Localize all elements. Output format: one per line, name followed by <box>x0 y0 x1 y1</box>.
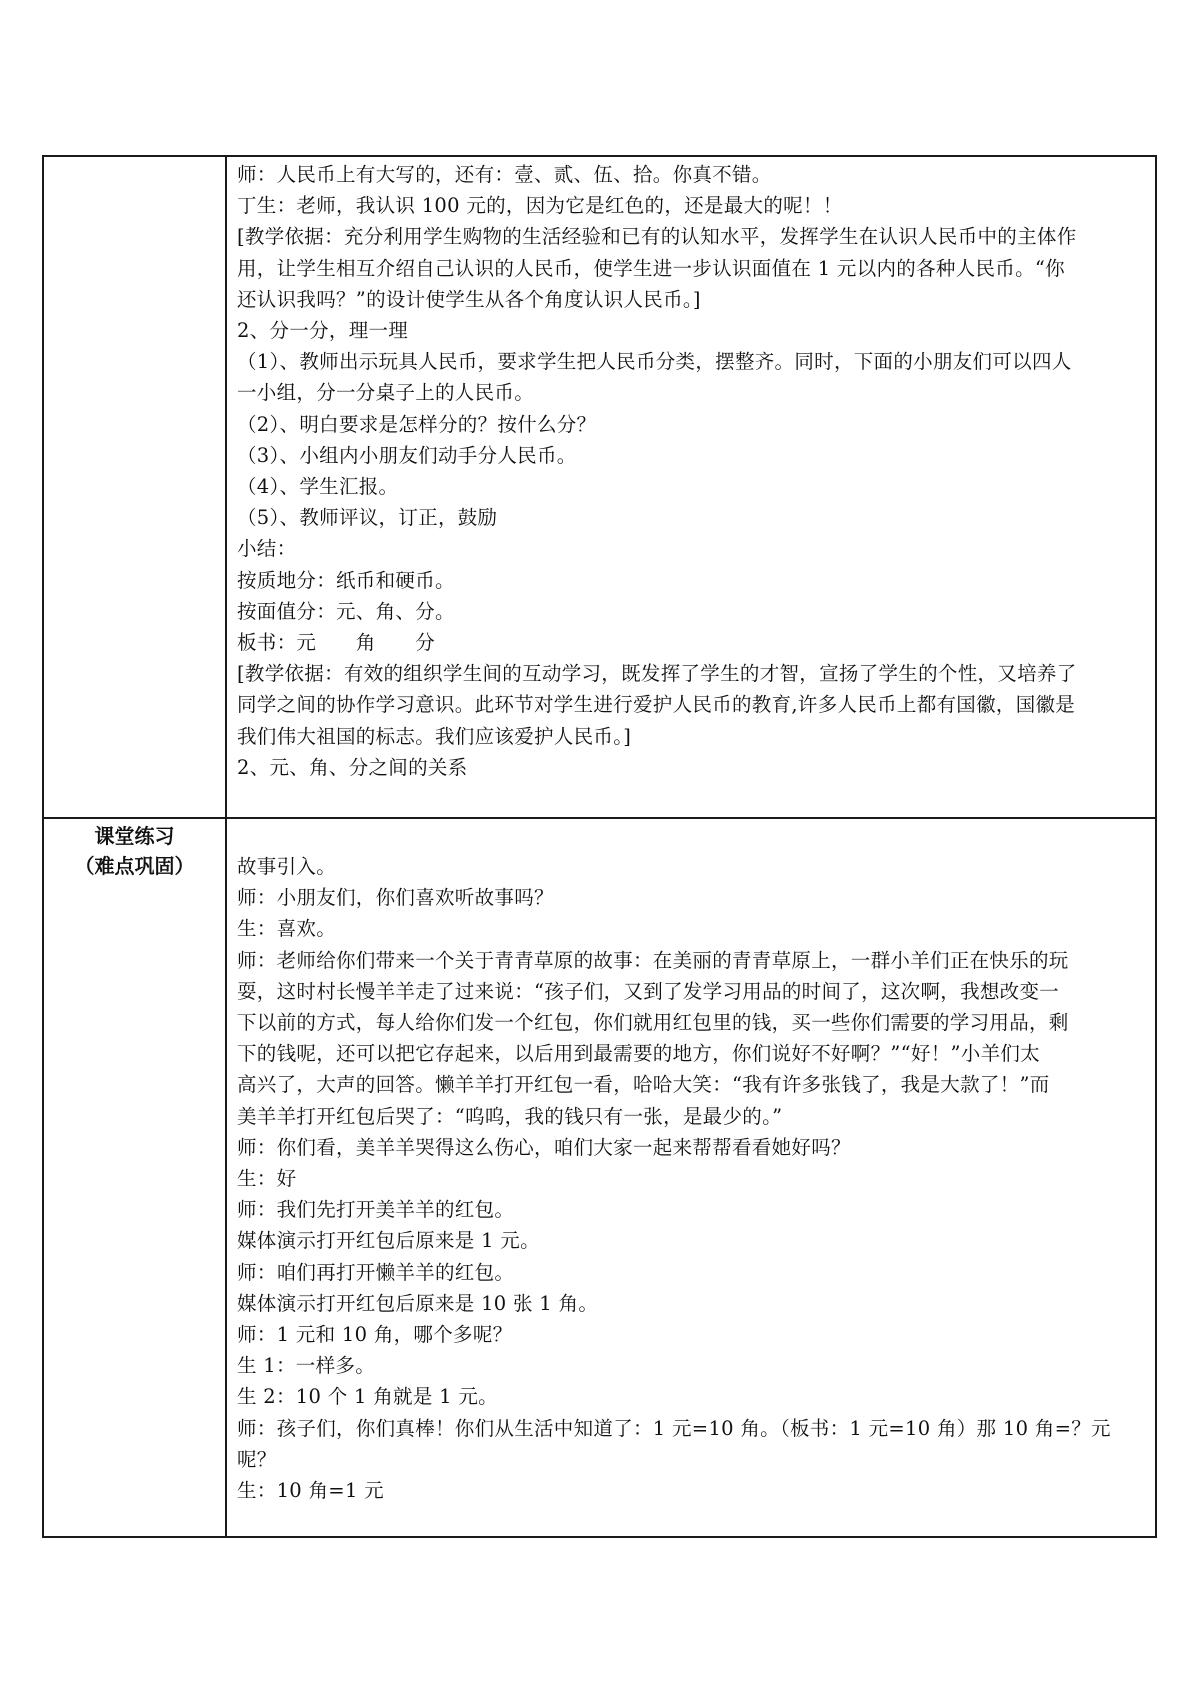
text-line: 美羊羊打开红包后哭了：“呜呜，我的钱只有一张，是最少的。” <box>237 1104 783 1128</box>
text-line: 2、元、角、分之间的关系 <box>237 755 468 779</box>
text-line: 丁生：老师，我认识 100 元的，因为它是红色的，还是最大的呢！！ <box>237 194 843 218</box>
text-line: 我们伟大祖国的标志。我们应该爱护人民币。] <box>237 724 632 748</box>
text-line: 媒体演示打开红包后原来是 10 张 1 角。 <box>237 1291 599 1315</box>
text-line: 师：我们先打开美羊羊的红包。 <box>237 1198 515 1222</box>
row-content-cell <box>226 156 1156 818</box>
text-line: 媒体演示打开红包后原来是 1 元。 <box>237 1229 540 1253</box>
text-line: 师：孩子们，你们真棒！你们从生活中知道了：1 元=10 角。（板书：1 元=10 角）那 10 角=？元 <box>237 1416 1111 1440</box>
text-line: 故事引入。 <box>237 855 337 878</box>
text-line: 2、分一分，理一理 <box>237 319 409 343</box>
section-label: 课堂练习 <box>94 824 175 848</box>
text-line: 高兴了，大声的回答。懒羊羊打开红包一看，哈哈大笑：“我有许多张钱了，我是大款了！”而 <box>237 1073 1050 1097</box>
text-line: 板书：元 角 分 <box>237 631 436 655</box>
table-row <box>43 818 1156 1537</box>
text-line: 还认识我吗？”的设计使学生从各个角度认识人民币。] <box>237 287 701 311</box>
section-sublabel: （难点巩固） <box>74 854 195 878</box>
text-line: 耍，这时村长慢羊羊走了过来说：“孩子们，又到了发学习用品的时间了，这次啊，我想改变一 <box>237 979 1060 1003</box>
text-line: 生：好 <box>237 1167 297 1191</box>
text-line: （3）、小组内小朋友们动手分人民币。 <box>237 443 577 467</box>
lesson-plan-table <box>42 155 1157 1538</box>
text-line: 师：老师给你们带来一个关于青青草原的故事：在美丽的青青草原上，一群小羊们正在快乐的玩 <box>237 948 1069 972</box>
text-line: 师：人民币上有大写的，还有：壹、贰、伍、拾。你真不错。 <box>237 163 772 186</box>
text-line: 用，让学生相互介绍自己认识的人民币，使学生进一步认识面值在 1 元以内的各种人民币。“你 <box>237 256 1065 280</box>
text-line: （2）、明白要求是怎样分的？按什么分？ <box>237 412 597 436</box>
row-label-cell <box>43 818 226 1537</box>
text-line: [教学依据：有效的组织学生间的互动学习，既发挥了学生的才智，宣扬了学生的个性，又培养了 <box>237 662 1077 686</box>
text-line: （4）、学生汇报。 <box>237 475 399 499</box>
table-row <box>43 156 1156 818</box>
text-line: [教学依据：充分利用学生购物的生活经验和已有的认知水平，发挥学生在认识人民币中的主体作 <box>237 225 1077 249</box>
text-line: 生：10 角=1 元 <box>237 1479 384 1503</box>
text-line: 师：你们看，美羊羊哭得这么伤心，咱们大家一起来帮帮看看她好吗？ <box>237 1135 851 1159</box>
text-line: 小结： <box>237 537 297 561</box>
text-line: 同学之间的协作学习意识。此环节对学生进行爱护人民币的教育,许多人民币上都有国徽，国徽是 <box>237 693 1076 717</box>
text-line: 下的钱呢，还可以把它存起来，以后用到最需要的地方，你们说好不好啊？”“好！”小羊们太 <box>237 1042 1041 1066</box>
text-line: （1）、教师出示玩具人民币，要求学生把人民币分类，摆整齐。同时，下面的小朋友们可以四人 <box>237 350 1072 374</box>
text-line: 师：咱们再打开懒羊羊的红包。 <box>237 1260 515 1284</box>
text-line: 呢？ <box>237 1447 277 1471</box>
text-line: 生：喜欢。 <box>237 917 337 941</box>
row-content-cell <box>226 818 1156 1537</box>
text-line: 下以前的方式，每人给你们发一个红包，你们就用红包里的钱，买一些你们需要的学习用品，剩 <box>237 1011 1069 1035</box>
text-line: （5）、教师评议，订正，鼓励 <box>237 506 498 530</box>
text-line: 师：小朋友们，你们喜欢听故事吗？ <box>237 886 554 910</box>
row-label-cell <box>43 156 226 818</box>
text-line: 生 2：10 个 1 角就是 1 元。 <box>237 1385 498 1409</box>
text-line: 按质地分：纸币和硬币。 <box>237 568 455 592</box>
text-line: 按面值分：元、角、分。 <box>237 599 455 623</box>
text-line: 生 1：一样多。 <box>237 1354 376 1378</box>
text-line: 师：1 元和 10 角，哪个多呢？ <box>237 1323 513 1347</box>
text-line: 一小组，分一分桌子上的人民币。 <box>237 381 535 405</box>
